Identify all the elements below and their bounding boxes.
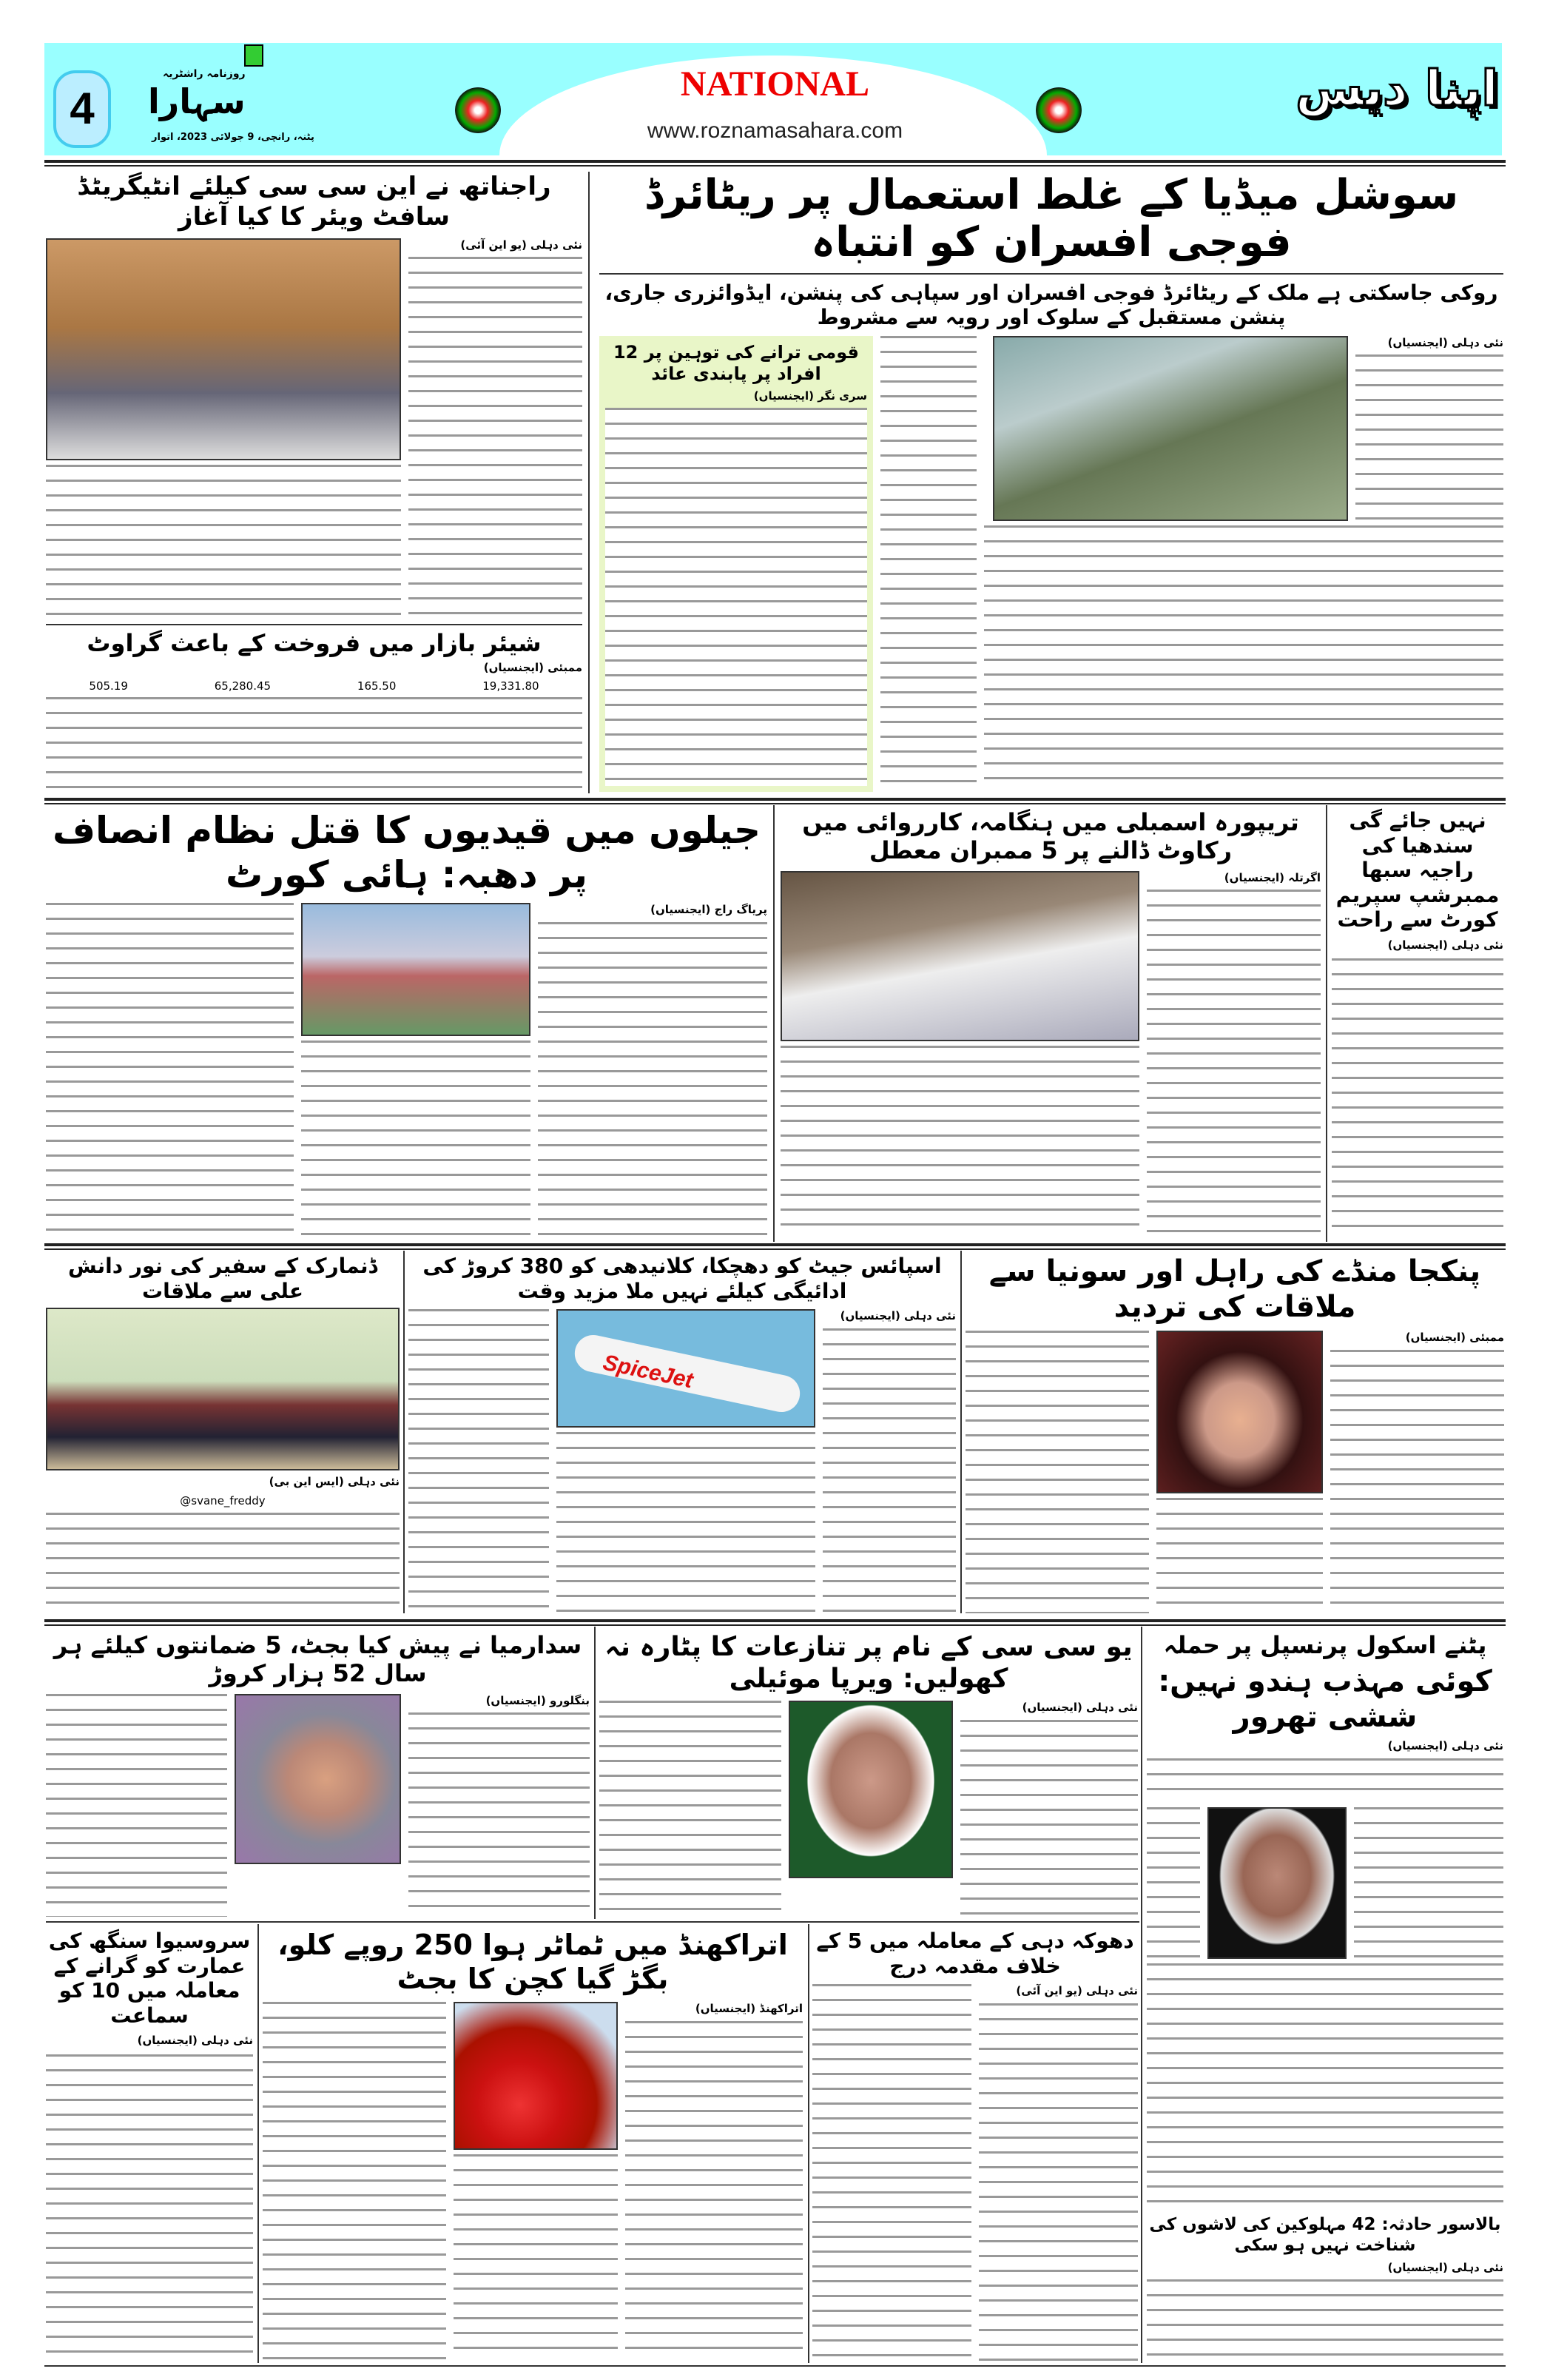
dateline: نئی دہلی (ایس این بی) bbox=[269, 1475, 400, 1489]
dateline: نئی دہلی (ایجنسیاں) bbox=[1387, 1739, 1503, 1753]
article-body bbox=[1355, 354, 1503, 521]
siddaramaiah-headline: سدارمیا نے پیش کیا بجٹ، 5 ضمانتوں کیلئے ہر سال 52 ہزار کروڑ bbox=[53, 1631, 582, 1688]
divider bbox=[599, 273, 1503, 275]
pankaja-photo bbox=[1156, 1331, 1323, 1493]
article-body bbox=[408, 257, 582, 620]
dateline: ممبئی (ایجنسیاں) bbox=[1405, 1331, 1504, 1344]
article-body bbox=[880, 336, 977, 792]
article-body bbox=[605, 408, 867, 786]
article-body bbox=[1156, 1498, 1323, 1613]
article-body bbox=[823, 1328, 956, 1613]
ucc-story bbox=[599, 1631, 1138, 1917]
denmark-headline: ڈنمارک کے سفیر کی نور دانش علی سے ملاقات bbox=[68, 1254, 377, 1303]
article-body bbox=[538, 922, 767, 1238]
sindhia-story bbox=[1332, 808, 1503, 1237]
denmark-story bbox=[46, 1254, 400, 1613]
figure: 19,331.80 bbox=[482, 679, 539, 693]
article-body bbox=[781, 1046, 1139, 1237]
pankaja-headline: پنکجا منڈے کی راہل اور سونیا سے ملاقات کی تردید bbox=[988, 1254, 1481, 1324]
anthem-headline: قومی ترانے کی توہین پر 12 افراد پر پابندی عائد bbox=[613, 341, 860, 384]
article-body bbox=[46, 465, 401, 620]
article-body bbox=[625, 2021, 803, 2361]
newspaper-logo: سہارا bbox=[148, 81, 246, 121]
article-body bbox=[408, 1712, 590, 1917]
newspaper-prefix: روزنامہ راشٹریہ bbox=[163, 68, 246, 80]
tharoor-headline-line2: کوئی مہذب ہندو نہیں: ششی تھرور bbox=[1158, 1664, 1492, 1735]
twitter-handle: @svane_freddy bbox=[180, 1493, 266, 1507]
lead-story bbox=[599, 172, 1503, 792]
dateline: نئی دہلی (ایجنسیاں) bbox=[1387, 2260, 1503, 2274]
tomato-photo bbox=[454, 2002, 618, 2150]
edition-name: NATIONAL bbox=[680, 64, 870, 104]
assembly-photo bbox=[781, 871, 1139, 1041]
spicejet-headline: اسپائس جیٹ کو دھچکا، کلانیدھی کو 380 کروڑ کی ادائیگی کیلئے نہیں ملا مزید وقت bbox=[422, 1254, 942, 1303]
market-figures bbox=[46, 679, 582, 694]
anthem-box bbox=[599, 336, 873, 792]
article-body bbox=[1147, 1963, 1503, 2211]
pankaja-story bbox=[966, 1254, 1504, 1613]
dateline: نئی دہلی (ایجنسیاں) bbox=[1022, 1701, 1138, 1715]
dateline: نئی دہلی (یو این آئی) bbox=[460, 238, 582, 252]
dateline: سری نگر (ایجنسیاں) bbox=[753, 389, 867, 403]
article-body bbox=[1147, 890, 1321, 1237]
figure: 65,280.45 bbox=[214, 679, 272, 693]
divider bbox=[44, 1619, 1506, 1626]
article-body bbox=[1332, 958, 1503, 1237]
logo-emblem-icon bbox=[244, 44, 263, 67]
divider bbox=[773, 805, 775, 1242]
divider bbox=[46, 624, 582, 625]
dateline: نئی دہلی (ایجنسیاں) bbox=[1387, 335, 1503, 349]
dateline: نئی دہلی (ایجنسیاں) bbox=[840, 1309, 956, 1323]
article-body bbox=[408, 1309, 549, 1613]
starburst-icon bbox=[455, 87, 501, 133]
starburst-icon bbox=[1036, 87, 1082, 133]
divider bbox=[44, 2365, 1506, 2367]
divider bbox=[44, 160, 1506, 167]
spicejet-plane-photo bbox=[556, 1309, 815, 1428]
dateline: نئی دہلی (ایجنسیاں) bbox=[137, 2034, 253, 2048]
siddaramaiah-story bbox=[46, 1631, 590, 1917]
sarvaseva-story bbox=[46, 1929, 253, 2361]
article-body bbox=[454, 2154, 618, 2361]
rajnath-photo bbox=[46, 238, 401, 460]
article-body bbox=[1147, 1758, 1503, 1803]
divider bbox=[403, 1251, 405, 1613]
dateline: اگرتلہ (ایجنسیاں) bbox=[1224, 870, 1321, 884]
soldiers-photo bbox=[993, 336, 1348, 521]
website-link[interactable]: www.roznamasahara.com bbox=[647, 118, 903, 143]
plane-livery: SpiceJet bbox=[601, 1350, 695, 1394]
article-body bbox=[46, 1513, 400, 1613]
article-body bbox=[979, 2003, 1138, 2361]
article-body bbox=[46, 903, 294, 1237]
page-number: 4 bbox=[53, 70, 111, 148]
divider bbox=[588, 172, 590, 793]
market-headline: شیئر بازار میں فروخت کے باعث گراوٹ bbox=[87, 629, 542, 657]
article-body bbox=[599, 1701, 781, 1917]
tripura-story bbox=[781, 808, 1321, 1237]
rajnath-headline: راجناتھ نے این سی سی کیلئے انٹیگریٹڈ سافٹ ویئر کا کیا آغاز bbox=[77, 172, 551, 232]
dateline: پریاگ راج (ایجنسیاں) bbox=[650, 903, 767, 916]
tomato-headline: اتراکھنڈ میں ٹماٹر ہوا 250 روپے کلو، بگڑ گیا کچن کا بجٹ bbox=[277, 1929, 788, 1995]
article-body bbox=[1147, 1807, 1200, 1959]
court-photo bbox=[301, 903, 530, 1036]
moily-photo bbox=[789, 1701, 953, 1878]
divider bbox=[257, 1924, 259, 2363]
lead-headline: سوشل میڈیا کے غلط استعمال پر ریٹائرڈ فوجی افسران کو انتباہ bbox=[644, 171, 1459, 267]
siddaramaiah-photo bbox=[235, 1694, 401, 1864]
lead-subhead: روکی جاسکتی ہے ملک کے ریٹائرڈ فوجی افسران اور سپاہی کی پنشن، ایڈوائزری جاری، پنشن مستقبل کے سلوک اور رویہ سے مشروط bbox=[604, 280, 1498, 330]
rajnath-story bbox=[46, 172, 582, 620]
tharoor-story bbox=[1147, 1631, 1503, 2361]
figure: 165.50 bbox=[357, 679, 397, 693]
dateline: ممبئی (ایجنسیاں) bbox=[483, 661, 582, 675]
fraud-headline: دھوکہ دہی کے معاملہ میں 5 کے خلاف مقدمہ درج bbox=[816, 1929, 1134, 1978]
dateline: نئی دہلی (ایجنسیاں) bbox=[1387, 938, 1503, 952]
divider bbox=[44, 1243, 1506, 1250]
article-body bbox=[1147, 2279, 1503, 2361]
divider bbox=[46, 1921, 1139, 1923]
dateline: نئی دہلی (یو این آئی) bbox=[1016, 1984, 1138, 1998]
ucc-headline: یو سی سی کے نام پر تنازعات کا پٹارہ نہ کھولیں: ویرپا موئیلی bbox=[604, 1632, 1133, 1695]
divider bbox=[594, 1627, 596, 1919]
divider bbox=[808, 1924, 809, 2363]
article-body bbox=[263, 2002, 446, 2361]
article-body bbox=[812, 1984, 971, 2361]
market-story bbox=[46, 629, 582, 792]
article-body bbox=[46, 697, 582, 792]
article-body bbox=[1330, 1350, 1504, 1614]
jail-headline: جیلوں میں قیدیوں کا قتل نظام انصاف پر دھبہ: ہائی کورٹ bbox=[52, 809, 761, 896]
tripura-headline: تریپورہ اسمبلی میں ہنگامہ، کارروائی میں رکاوٹ ڈالنے پر 5 ممبران معطل bbox=[802, 808, 1299, 865]
tharoor-headline-line1: پٹنے اسکول پرنسپل پر حملہ bbox=[1163, 1631, 1487, 1659]
tharoor-photo bbox=[1207, 1807, 1347, 1959]
article-body bbox=[46, 2054, 253, 2361]
sarvaseva-headline: سروسیوا سنگھ کی عمارت کو گرانے کے معاملہ میں 10 کو سماعت bbox=[48, 1929, 251, 2028]
article-body bbox=[966, 1331, 1149, 1613]
article-body bbox=[301, 1041, 530, 1237]
dateline: اتراکھنڈ (ایجنسیاں) bbox=[695, 2002, 803, 2016]
balasore-headline: بالاسور حادثہ: 42 مہلوکین کی لاشوں کی شناخت نہیں ہو سکی bbox=[1149, 2215, 1501, 2255]
figure: 505.19 bbox=[89, 679, 128, 693]
article-body bbox=[46, 1694, 227, 1917]
article-body bbox=[1354, 1807, 1503, 1959]
article-body bbox=[960, 1720, 1138, 1917]
sindhia-headline: نہیں جائے گی سندھیا کی راجیہ سبھا ممبرشپ سپریم کورٹ سے راحت bbox=[1335, 808, 1500, 932]
fraud-story bbox=[812, 1929, 1138, 2361]
jail-story bbox=[46, 808, 767, 1237]
article-body bbox=[556, 1432, 815, 1613]
article-body bbox=[984, 525, 1503, 792]
divider bbox=[1326, 805, 1327, 1242]
divider bbox=[44, 798, 1506, 804]
section-title: اپنا دیس bbox=[1295, 60, 1498, 117]
issue-date: پٹنہ، رانچی، 9 جولائی 2023، اتوار bbox=[152, 132, 314, 143]
divider bbox=[1141, 1627, 1142, 2363]
divider bbox=[960, 1251, 962, 1613]
spicejet-story bbox=[408, 1254, 956, 1613]
tomato-story bbox=[263, 1929, 803, 2361]
dateline: بنگلورو (ایجنسیاں) bbox=[485, 1693, 590, 1707]
denmark-photo bbox=[46, 1308, 400, 1470]
